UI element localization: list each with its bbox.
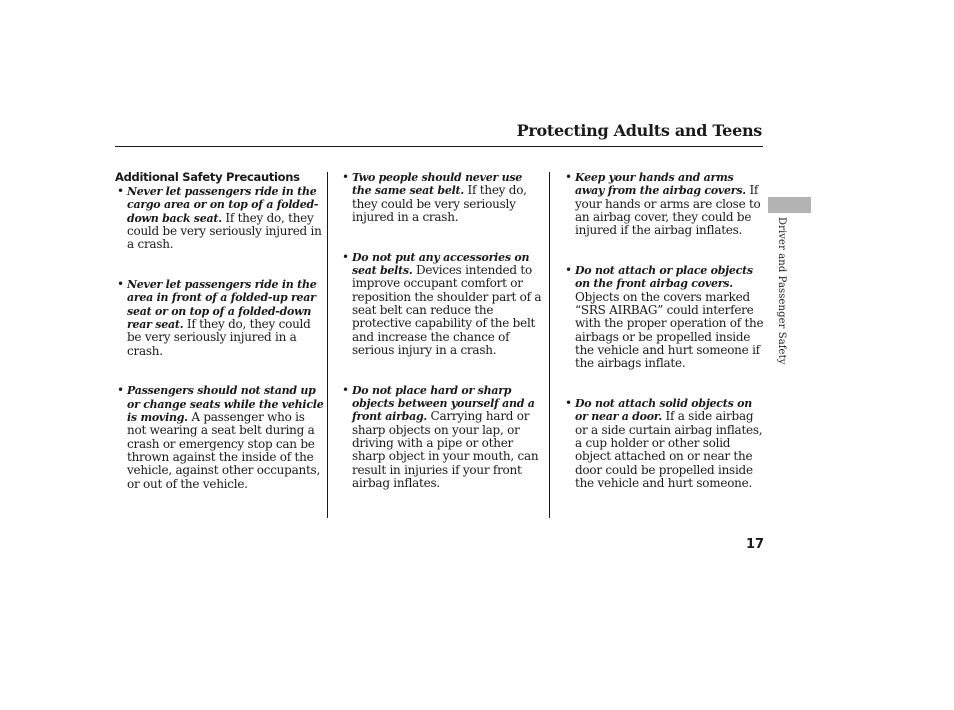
bullet-text: Carrying hard or sharp objects on your lap, or driving with a pipe or other sharp object in your mouth, can result in injuries if your front airbag inflates. xyxy=(352,409,539,490)
section-heading: Additional Safety Precautions xyxy=(115,170,300,184)
bullet-lead: Never let passengers ride in the area in front of a folded-up rear seat or on top of a folded-down rear seat. xyxy=(127,278,317,331)
bullet-text: A passenger who is not wearing a seat belt during a crash or emergency stop can be thrown against the inside of the vehicle, against other occupants, or out of the vehicle. xyxy=(127,410,321,491)
bullet-lead: Do not attach solid objects on or near a door. xyxy=(575,397,752,424)
bullet-lead: Passengers should not stand up or change seats while the vehicle is moving. xyxy=(127,384,324,425)
title-rule xyxy=(115,146,763,147)
bullet-text: If they do, they could be very seriously injured in a crash. xyxy=(127,210,322,252)
spacer xyxy=(340,357,544,384)
bullet-dot-icon: • xyxy=(565,263,572,278)
bullet-lead: Do not put any accessories on seat belts. xyxy=(352,250,530,278)
bullet-item xyxy=(115,185,325,251)
section-tab-label: Driver and Passenger Safety xyxy=(776,217,787,365)
bullet-lead: Do not place hard or sharp objects between yourself and a front airbag. xyxy=(352,383,535,424)
bullet-item xyxy=(563,264,766,370)
bullet-item xyxy=(340,171,544,224)
bullet-item xyxy=(115,384,325,490)
bullet-dot-icon: • xyxy=(342,249,349,264)
spacer xyxy=(115,358,325,385)
column-divider xyxy=(549,172,550,518)
page-number: 17 xyxy=(746,537,765,552)
bullet-dot-icon: • xyxy=(565,396,572,411)
bullet-dot-icon: • xyxy=(117,383,124,398)
bullet-text: If your hands or arms are close to an airbag cover, they could be injured if the airbag inflates. xyxy=(575,183,761,238)
bullet-text: If they do, they could be very seriously injured in a crash. xyxy=(352,183,527,224)
spacer xyxy=(563,237,766,264)
bullet-lead: Two people should never use the same seat belt. xyxy=(352,171,523,198)
bullet-item xyxy=(340,384,544,490)
bullet-text: Objects on the covers marked “SRS AIRBAG” could interfere with the proper operation of the airbags or be propelled inside the vehicle and hurt someone if the airbags inflate. xyxy=(575,289,764,371)
bullet-lead: Never let passengers ride in the cargo area or on top of a folded-down back seat. xyxy=(127,185,319,225)
page-title: Protecting Adults and Teens xyxy=(516,121,762,140)
bullet-item xyxy=(340,251,544,357)
bullet-item xyxy=(563,171,766,237)
bullet-lead: Keep your hands and arms away from the airbag covers. xyxy=(575,171,746,198)
bullet-dot-icon: • xyxy=(117,184,124,198)
bullet-item xyxy=(115,278,325,358)
bullet-text: Devices intended to improve occupant comfort or reposition the shoulder part of a seat belt can reduce the protective capability of the belt and increase the chance of serious injury in a crash. xyxy=(352,263,542,357)
bullet-text: If they do, they could be very seriously injured in a crash. xyxy=(127,316,311,358)
bullet-item xyxy=(563,397,766,490)
bullet-dot-icon: • xyxy=(117,277,124,292)
bullet-lead: Do not attach or place objects on the front airbag covers. xyxy=(575,264,753,291)
bullet-dot-icon: • xyxy=(342,382,349,397)
spacer xyxy=(340,224,544,251)
section-tab-marker xyxy=(768,197,811,213)
spacer xyxy=(563,370,766,397)
bullet-dot-icon: • xyxy=(565,170,572,184)
bullet-dot-icon: • xyxy=(342,170,349,184)
column-divider xyxy=(327,172,328,518)
spacer xyxy=(115,251,325,278)
column-1 xyxy=(115,171,325,491)
bullet-text: If a side airbag or a side curtain airbag inflates, a cup holder or other solid object attached on or near the door could be propelled inside the vehicle and hurt someone. xyxy=(575,409,763,490)
column-3 xyxy=(563,171,766,490)
column-2 xyxy=(340,171,544,490)
